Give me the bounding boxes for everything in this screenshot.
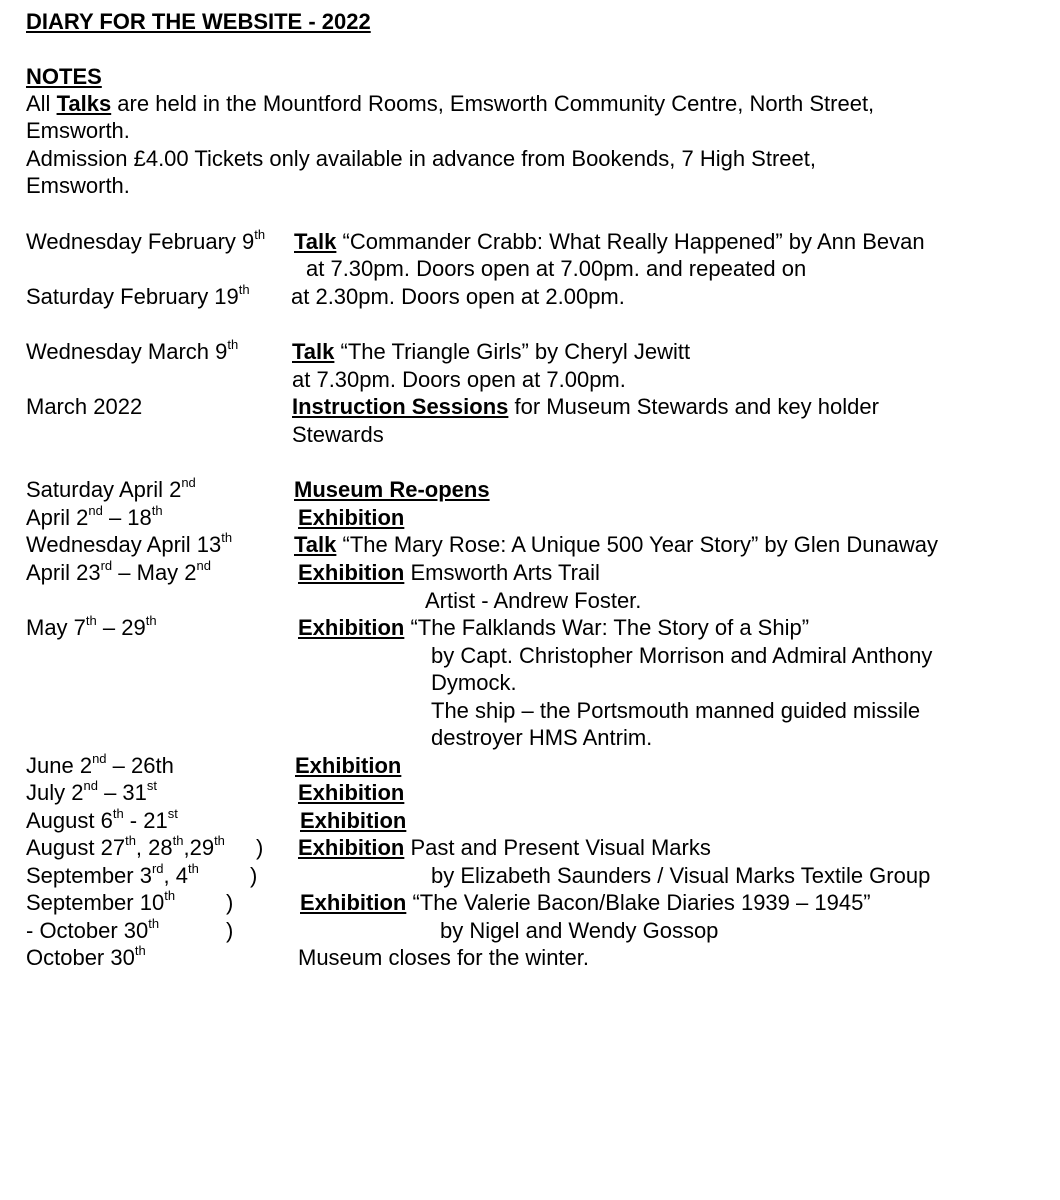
document-title: DIARY FOR THE WEBSITE - 2022 — [26, 9, 371, 34]
notes-line-4: Emsworth. — [26, 173, 130, 198]
entry-text: “Commander Crabb: What Really Happened” by Ann Bevan — [336, 229, 925, 254]
entry-continuation: Dymock. — [431, 670, 517, 695]
entry-date — [26, 863, 199, 889]
entry-continuation: by Capt. Christopher Morrison and Admiral Anthony — [431, 643, 933, 668]
date-suffix: th — [227, 337, 239, 352]
date-text: – 26th — [106, 753, 174, 778]
entry-continuation: at 7.30pm. Doors open at 7.00pm. and repeated on — [306, 256, 807, 281]
date-text: Wednesday April 13 — [26, 532, 222, 557]
date-text: September 10 — [26, 890, 165, 915]
bracket: ) — [226, 890, 234, 915]
date-suffix: th — [254, 227, 266, 242]
date-suffix: th — [151, 503, 163, 518]
date-text: Saturday April 2 — [26, 477, 182, 502]
entry-detail: by Nigel and Wendy Gossop — [440, 918, 719, 943]
date-suffix: nd — [92, 751, 107, 766]
entry-continuation: Artist - Andrew Foster. — [425, 588, 642, 613]
notes-heading: NOTES — [26, 64, 102, 89]
date-suffix: th — [134, 943, 146, 958]
entry-tag: Talk — [294, 532, 337, 557]
entry-tag: Talk — [294, 229, 337, 254]
date-suffix: rd — [100, 558, 113, 573]
date-suffix: th — [145, 613, 157, 628]
entry-tag: Museum Re-opens — [294, 477, 490, 502]
entry-tag: Exhibition — [298, 835, 405, 860]
entry-date — [26, 780, 157, 806]
entry-detail — [292, 339, 690, 365]
date-text: May 7 — [26, 615, 86, 640]
entry-tag: Exhibition — [298, 560, 405, 585]
entry-text: “The Falklands War: The Story of a Ship” — [404, 615, 810, 640]
date-suffix: st — [167, 806, 178, 821]
entry-text: “The Valerie Bacon/Blake Diaries 1939 – 1945” — [406, 890, 871, 915]
entry-continuation: at 7.30pm. Doors open at 7.00pm. — [292, 367, 626, 392]
entry-detail — [294, 229, 925, 255]
entry-text: Emsworth Arts Trail — [404, 560, 600, 585]
entry-detail: at 2.30pm. Doors open at 2.00pm. — [291, 284, 625, 309]
date-text: , 28 — [135, 835, 173, 860]
date-suffix: th — [172, 833, 184, 848]
entry-tag: Exhibition — [298, 780, 405, 805]
entry-tag: Exhibition — [298, 505, 405, 530]
date-text: – 18 — [102, 505, 152, 530]
date-text: – 29 — [96, 615, 146, 640]
entry-date — [26, 890, 175, 916]
date-text: July 2 — [26, 780, 84, 805]
entry-date — [26, 615, 157, 641]
entry-text: “The Triangle Girls” by Cheryl Jewitt — [334, 339, 691, 364]
entry-date — [26, 835, 225, 861]
entry-date: March 2022 — [26, 394, 143, 419]
entry-date — [26, 505, 163, 531]
bracket: ) — [250, 863, 258, 888]
entry-detail — [298, 835, 711, 861]
entry-continuation: Stewards — [292, 422, 384, 447]
bracket: ) — [226, 918, 234, 943]
date-text: Wednesday March 9 — [26, 339, 228, 364]
date-suffix: th — [112, 806, 124, 821]
entry-detail: by Elizabeth Saunders / Visual Marks Textile Group — [431, 863, 931, 888]
date-text: - 21 — [123, 808, 168, 833]
date-suffix: th — [125, 833, 136, 848]
entry-date — [26, 945, 146, 971]
notes-text: All — [26, 91, 57, 116]
entry-text: Past and Present Visual Marks — [404, 835, 711, 860]
date-text: ,29 — [183, 835, 215, 860]
date-text: – May 2 — [112, 560, 197, 585]
date-suffix: st — [146, 778, 158, 793]
date-suffix: th — [238, 282, 250, 297]
entry-continuation: The ship – the Portsmouth manned guided missile — [431, 698, 921, 723]
entry-date — [26, 229, 265, 255]
date-text: Saturday February 19 — [26, 284, 239, 309]
date-text: August 6 — [26, 808, 113, 833]
entry-tag: Talk — [292, 339, 335, 364]
entry-date — [26, 477, 196, 503]
entry-tag: Exhibition — [300, 808, 407, 833]
date-suffix: rd — [151, 861, 164, 876]
entry-detail — [300, 890, 871, 916]
notes-line-3: Admission £4.00 Tickets only available in advance from Bookends, 7 High Street, — [26, 146, 816, 171]
date-suffix: th — [85, 613, 97, 628]
entry-date — [26, 753, 174, 779]
entry-tag: Instruction Sessions — [292, 394, 509, 419]
entry-detail — [292, 394, 879, 420]
entry-text: “The Mary Rose: A Unique 500 Year Story” by Glen Dunaway — [336, 532, 939, 557]
date-suffix: nd — [88, 503, 103, 518]
date-suffix: th — [148, 916, 160, 931]
entry-detail — [294, 532, 938, 558]
date-text: September 3 — [26, 863, 152, 888]
date-suffix: nd — [181, 475, 196, 490]
date-text: April 2 — [26, 505, 89, 530]
entry-date — [26, 284, 250, 310]
entry-tag: Exhibition — [298, 615, 405, 640]
date-suffix: th — [164, 888, 176, 903]
entry-detail: Museum closes for the winter. — [298, 945, 590, 970]
date-text: April 23 — [26, 560, 101, 585]
date-suffix: th — [214, 833, 225, 848]
entry-tag: Exhibition — [300, 890, 407, 915]
date-text: August 27 — [26, 835, 126, 860]
entry-detail — [298, 615, 809, 641]
entry-date — [26, 339, 238, 365]
date-text: - October 30 — [26, 918, 149, 943]
date-suffix: nd — [83, 778, 98, 793]
entry-date — [26, 532, 232, 558]
notes-line-1 — [26, 91, 874, 117]
entry-date — [26, 808, 178, 834]
date-suffix: th — [221, 530, 233, 545]
talks-label: Talks — [56, 91, 112, 116]
notes-line-2: Emsworth. — [26, 118, 130, 143]
entry-detail — [298, 560, 600, 586]
bracket: ) — [256, 835, 264, 860]
date-text: October 30 — [26, 945, 135, 970]
date-text: June 2 — [26, 753, 93, 778]
entry-date — [26, 918, 159, 944]
date-suffix: nd — [196, 558, 211, 573]
date-text: , 4 — [163, 863, 188, 888]
entry-tag: Exhibition — [295, 753, 402, 778]
entry-text: for Museum Stewards and key holder — [508, 394, 879, 419]
notes-text: are held in the Mountford Rooms, Emsworth Community Centre, North Street, — [111, 91, 875, 116]
entry-date — [26, 560, 211, 586]
entry-continuation: destroyer HMS Antrim. — [431, 725, 653, 750]
date-text: – 31 — [97, 780, 147, 805]
date-text: Wednesday February 9 — [26, 229, 255, 254]
date-suffix: th — [188, 861, 199, 876]
